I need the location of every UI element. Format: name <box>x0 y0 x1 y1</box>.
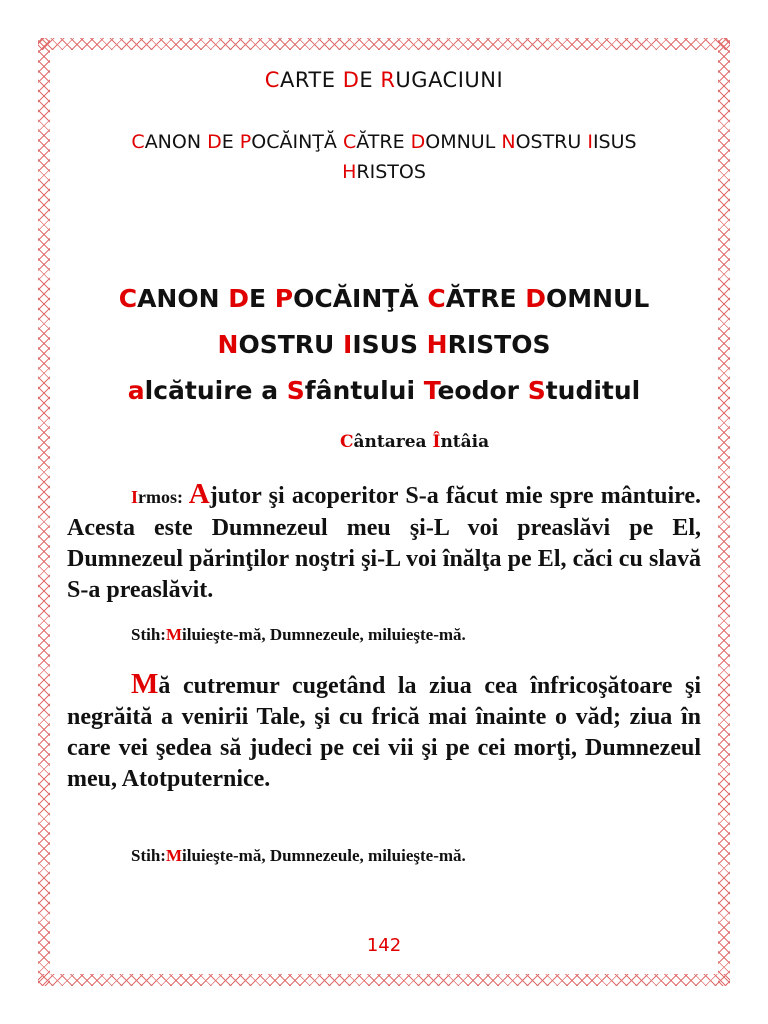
subheader-word: ISUS <box>592 131 637 153</box>
subheader-cap: C <box>342 131 357 153</box>
irmos-label: rmos: <box>138 487 189 507</box>
subheader-word: ANON <box>144 131 208 153</box>
subheader-cap: H <box>342 161 357 183</box>
title-word: tuditul <box>545 376 641 405</box>
title-line-3 <box>60 368 708 414</box>
ode-word: ântarea <box>353 432 433 452</box>
border-bottom <box>38 974 730 986</box>
stih-cap: M <box>165 625 183 644</box>
subheader-cap: D <box>207 131 222 153</box>
stih-verse <box>131 625 466 645</box>
ode-heading <box>340 432 489 452</box>
title-word: ĂTRE <box>445 284 526 313</box>
title-cap: a <box>127 376 145 405</box>
troparion-paragraph <box>67 669 701 795</box>
subheader-cap: P <box>239 131 252 153</box>
title-word: ISUS <box>352 330 427 359</box>
running-header <box>60 68 708 92</box>
title-word: ANON <box>137 284 229 313</box>
title-line-1 <box>60 276 708 322</box>
header-word: ARTE <box>279 68 336 92</box>
header-word: UGACIUNI <box>395 68 504 92</box>
subheader-word: RISTOS <box>356 161 426 183</box>
ode-word: ntâia <box>440 432 490 452</box>
ode-cap: C <box>340 432 354 452</box>
title-word: lcătuire a <box>144 376 287 405</box>
stih-label: Stih: <box>131 625 166 644</box>
subheader-word: ĂTRE <box>356 131 411 153</box>
canon-title <box>60 276 708 414</box>
ode-cap: Î <box>432 432 441 452</box>
header-word: E <box>359 68 374 92</box>
irmos-initial: A <box>188 478 210 510</box>
troparion-text: ă cutremur cugetând la ziua cea înfricoşătoare şi negrăită a venirii Tale, şi cu frică mai înainte o văd; ziua în care vei şedea să judeci pe cei vii şi pe cei morţi, Dumnezeul meu, Atotputernice. <box>67 673 701 792</box>
troparion-initial: M <box>131 668 159 700</box>
title-line-2 <box>60 322 708 368</box>
header-cap: C <box>264 68 280 92</box>
title-cap: D <box>525 284 546 313</box>
title-cap: T <box>423 376 438 405</box>
page-number: 142 <box>366 935 402 956</box>
subheader-word: OMNUL <box>425 131 502 153</box>
stih-verse <box>131 846 466 866</box>
stih-label: Stih: <box>131 846 166 865</box>
subheader-word: OCĂINŢĂ <box>251 131 343 153</box>
title-cap: D <box>228 284 249 313</box>
title-word: eodor <box>437 376 528 405</box>
border-left <box>38 38 50 986</box>
header-cap: D <box>342 68 360 92</box>
border-right <box>718 38 730 986</box>
title-cap: S <box>286 376 305 405</box>
title-cap: C <box>118 284 138 313</box>
stih-text: iluieşte-mă, Dumnezeule, miluieşte-mă. <box>182 846 466 865</box>
irmos-text: jutor şi acoperitor S-a făcut mie spre mântuire. Acesta este Dumnezeul meu şi-L voi preaslăvi pe El, Dumnezeul părinţilor noştri şi-L voi înălţa pe El, căci cu slavă S-a preaslăvit. <box>67 483 701 603</box>
title-cap: N <box>217 330 239 359</box>
stih-cap: M <box>165 846 183 865</box>
running-subheader <box>80 127 688 187</box>
subheader-word: OSTRU <box>515 131 588 153</box>
title-word: E <box>248 284 275 313</box>
title-word: fântului <box>304 376 424 405</box>
title-cap: S <box>527 376 546 405</box>
stih-text: iluieşte-mă, Dumnezeule, miluieşte-mă. <box>182 625 466 644</box>
irmos-label-cap: I <box>131 487 139 507</box>
title-cap: C <box>427 284 446 313</box>
header-cap: R <box>380 68 396 92</box>
subheader-cap: I <box>587 131 593 153</box>
title-word: OCĂINŢĂ <box>293 284 428 313</box>
subheader-cap: C <box>131 131 145 153</box>
border-top <box>38 38 730 50</box>
subheader-cap: N <box>501 131 516 153</box>
title-word: OMNUL <box>546 284 650 313</box>
title-word: OSTRU <box>238 330 344 359</box>
title-word: RISTOS <box>447 330 551 359</box>
irmos-paragraph <box>67 479 701 606</box>
subheader-cap: D <box>410 131 426 153</box>
title-cap: P <box>274 284 294 313</box>
subheader-word: E <box>221 131 240 153</box>
title-cap: H <box>426 330 448 359</box>
title-cap: I <box>343 330 353 359</box>
